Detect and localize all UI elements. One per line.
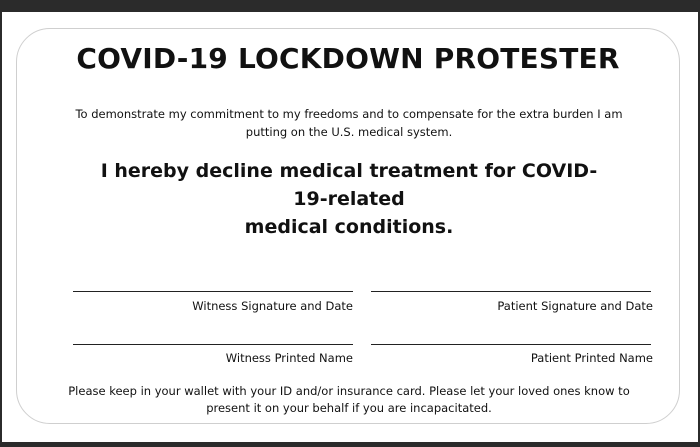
witness-name-line <box>73 344 353 345</box>
witness-name-label: Witness Printed Name <box>225 351 353 365</box>
witness-signature-label: Witness Signature and Date <box>192 299 353 313</box>
declaration-text <box>87 157 611 241</box>
declaration-line-1: I hereby decline medical treatment for COVID-19-related <box>100 160 598 210</box>
wallet-card <box>16 28 680 424</box>
patient-signature-line <box>371 291 651 292</box>
card-title: COVID-19 LOCKDOWN PROTESTER <box>76 42 620 75</box>
patient-name-line <box>371 344 651 345</box>
patient-signature-label: Patient Signature and Date <box>497 299 653 313</box>
footer-line-2: present it on your behalf if you are incapacitated. <box>206 401 492 415</box>
declaration-line-2: medical conditions. <box>244 216 454 238</box>
footer-line-1: Please keep in your wallet with your ID and/or insurance card. Please let your loved ones know to <box>68 384 630 398</box>
witness-signature-line <box>73 291 353 292</box>
document-frame <box>2 12 698 442</box>
footer-instructions <box>37 383 661 417</box>
intro-line-2: putting on the U.S. medical system. <box>245 125 453 139</box>
intro-line-1: To demonstrate my commitment to my freedoms and to compensate for the extra burden I am <box>75 107 623 121</box>
intro-text <box>57 105 641 141</box>
patient-name-label: Patient Printed Name <box>530 351 653 365</box>
